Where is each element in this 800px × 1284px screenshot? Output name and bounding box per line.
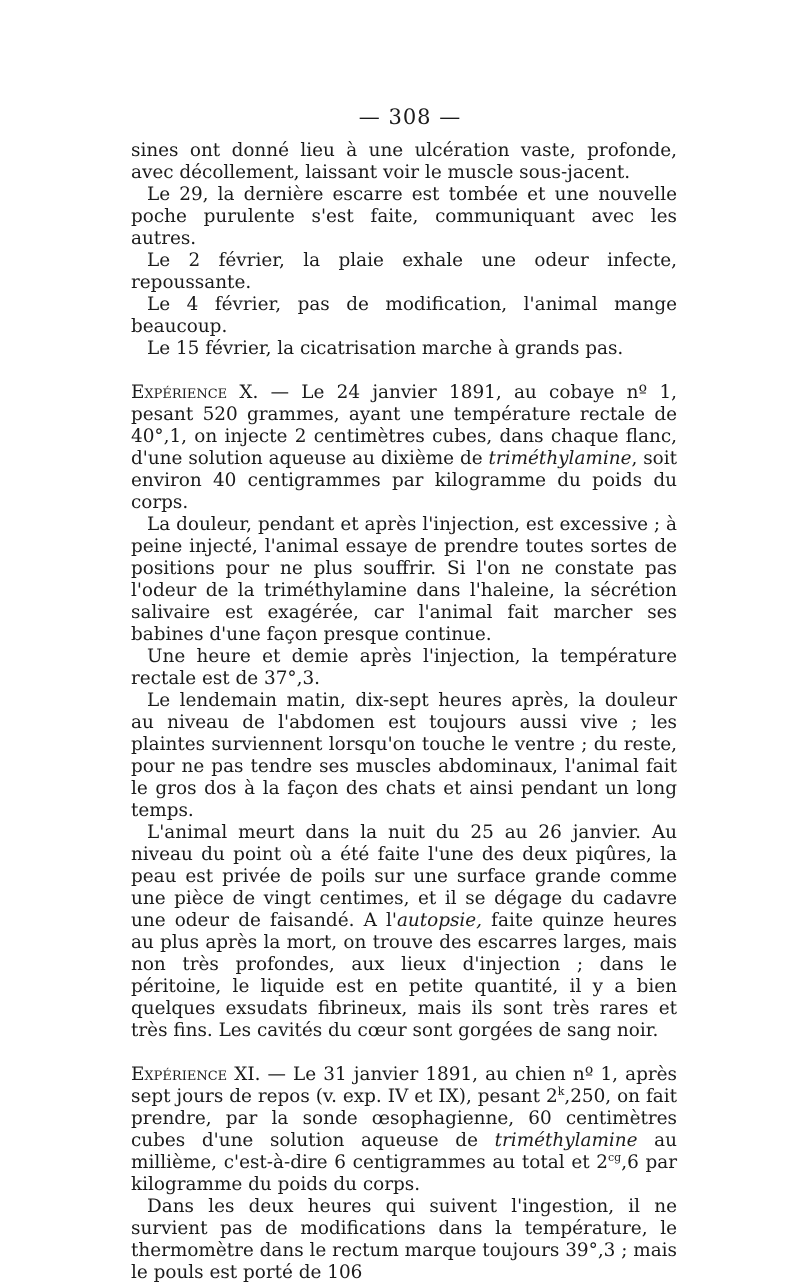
italic-term: triméthylamine — [488, 448, 632, 469]
text-run: — Le 24 janvier 1891, au cobaye nº 1, pesant 520 grammes, ayant une température rectale de 40°,1, on injecte 2 centimètres cubes, dans chaque flanc, d'une solution aqueuse au dixième de — [131, 382, 677, 469]
paragraph: Le 29, la dernière escarre est tombée et une nouvelle poche purulente s'est faite, communiquant avec les autres. — [131, 184, 677, 249]
paragraph: Le 15 février, la cicatrisation marche à grands pas. — [147, 338, 624, 359]
section-gap — [131, 1042, 677, 1064]
text-run: , soit environ 40 centigrammes par kilogramme du poids du corps. — [131, 448, 677, 513]
superscript: cg — [608, 1150, 622, 1164]
paragraph — [131, 822, 677, 1042]
section-gap — [131, 360, 677, 382]
superscript: k — [557, 1084, 565, 1098]
section-continuation — [131, 140, 677, 360]
text-run: L'animal meurt dans la nuit du 25 au 26 janvier. Au niveau du point où a été faite l'une des deux piqûres, la peau est privée de poils sur une surface grande comme une pièce de vingt centimes, et il se dégage du cadavre une odeur de faisandé. A l' — [131, 822, 677, 931]
text-run: au millième, c'est-à-dire 6 centigrammes au total et 2 — [131, 1130, 677, 1173]
book-page — [131, 104, 677, 1284]
paragraph: Le 4 février, pas de modification, l'animal mange beaucoup. — [131, 294, 677, 337]
text-run: ,250, on fait prendre, par la sonde œsophagienne, 60 centimètres cubes d'une solution aqueuse de — [131, 1086, 677, 1151]
paragraph: Le lendemain matin, dix-sept heures après, la douleur au niveau de l'abdomen est toujours aussi vive ; les plaintes surviennent lorsqu'on touche le ventre ; du reste, pour ne pas tendre ses muscles abdominaux, l'animal fait le gros dos à la façon des chats et ainsi pendant un long temps. — [131, 690, 677, 821]
paragraph — [131, 382, 677, 514]
text-run: ,6 par kilogramme du poids du corps. — [131, 1152, 678, 1195]
italic-term: triméthylamine — [494, 1130, 638, 1151]
experiment-x — [131, 382, 677, 1042]
paragraph — [131, 1064, 677, 1196]
paragraph: Dans les deux heures qui suivent l'ingestion, il ne survient pas de modifications dans la température, le thermomètre dans le rectum marque toujours 39°,3 ; mais le pouls est porté de 106 — [131, 1196, 677, 1283]
paragraph: Une heure et demie après l'injection, la température rectale est de 37°,3. — [131, 646, 677, 689]
experiment-heading: Expérience XI. — [131, 1064, 261, 1085]
text-run: faite quinze heures au plus après la mort, on trouve des escarres larges, mais non très profondes, aux lieux d'injection ; dans le péritoine, le liquide est en petite quantité, il y a bien quelques exsudats fibrineux, mais ils sont très rares et très fins. Les cavités du cœur sont gorgées de sang noir. — [131, 910, 677, 1041]
paragraph: La douleur, pendant et après l'injection, est excessive ; à peine injecté, l'animal essaye de prendre toutes sortes de positions pour ne plus souffrir. Si l'on ne constate pas l'odeur de la triméthylamine dans l'haleine, la sécrétion salivaire est exagérée, car l'animal fait marcher ses babines d'une façon presque continue. — [131, 514, 677, 645]
italic-term: autopsie, — [396, 910, 483, 931]
experiment-heading: Expérience X. — [131, 382, 259, 403]
experiment-xi — [131, 1064, 677, 1284]
text-run: — Le 31 janvier 1891, au chien nº 1, après sept jours de repos (v. exp. IV et IX), pesant 2 — [131, 1064, 677, 1107]
paragraph: Le 2 février, la plaie exhale une odeur infecte, repoussante. — [131, 250, 677, 293]
paragraph: sines ont donné lieu à une ulcération vaste, profonde, avec décollement, laissant voir le muscle sous-jacent. — [131, 140, 677, 183]
page-number: — 308 — — [358, 105, 462, 129]
